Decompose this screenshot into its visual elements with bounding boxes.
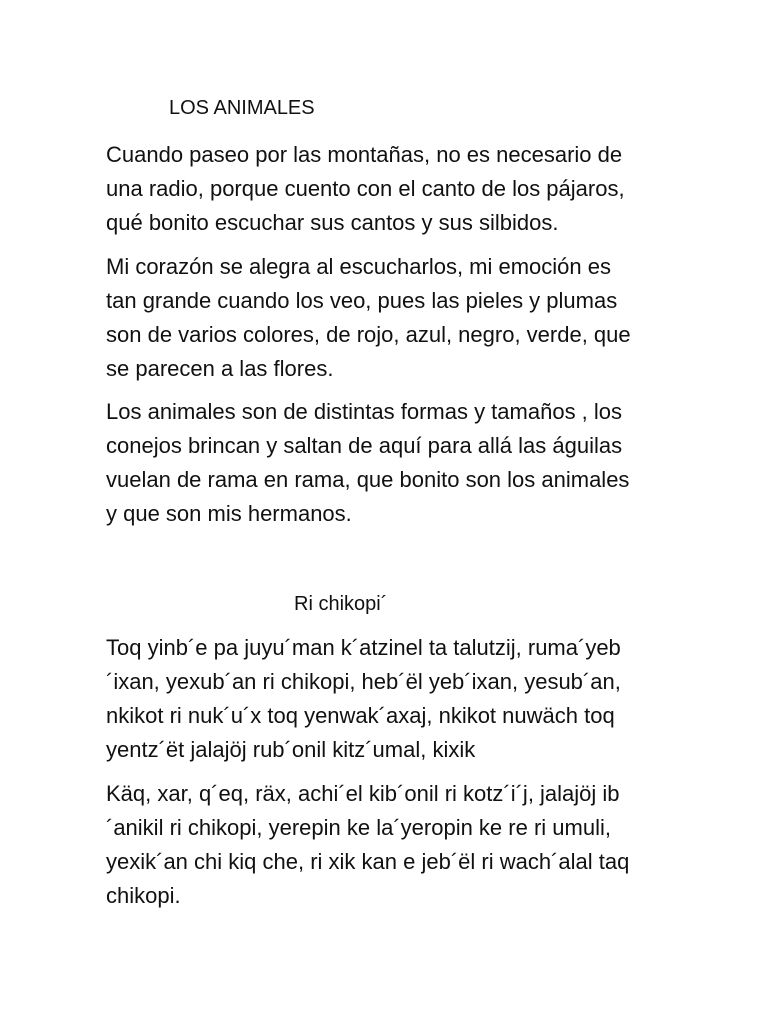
paragraph-1 [106, 138, 666, 240]
text-line: qué bonito escuchar sus cantos y sus silbidos. [106, 210, 559, 235]
paragraph-5 [106, 777, 666, 913]
text-line: yexik´an chi kiq che, ri xik kan e jeb´ël ri wach´alal taq [106, 849, 630, 874]
section-title-los-animales: LOS ANIMALES [169, 97, 315, 119]
paragraph-3 [106, 395, 666, 531]
text-line: son de varios colores, de rojo, azul, negro, verde, que [106, 322, 631, 347]
text-line: tan grande cuando los veo, pues las pieles y plumas [106, 288, 618, 313]
text-line: Toq yinb´e pa juyu´man k´atzinel ta talutzij, ruma´yeb [106, 635, 621, 660]
text-line: chikopi. [106, 883, 181, 908]
section-title-ri-chikopi: Ri chikopi´ [294, 593, 388, 615]
text-line: conejos brincan y saltan de aquí para allá las águilas [106, 433, 623, 458]
text-line: nkikot ri nuk´u´x toq yenwak´axaj, nkikot nuwäch toq [106, 703, 615, 728]
text-line: yentz´ët jalajöj rub´onil kitz´umal, kixik [106, 737, 476, 762]
paragraph-4 [106, 631, 666, 767]
text-line: ´ixan, yexub´an ri chikopi, heb´ël yeb´ixan, yesub´an, [106, 669, 621, 694]
text-line: ´anikil ri chikopi, yerepin ke la´yeropin ke re ri umuli, [106, 815, 611, 840]
text-line: una radio, porque cuento con el canto de los pájaros, [106, 176, 625, 201]
text-line: vuelan de rama en rama, que bonito son los animales [106, 467, 630, 492]
text-line: Cuando paseo por las montañas, no es necesario de [106, 142, 623, 167]
text-line: Los animales son de distintas formas y tamaños , los [106, 399, 623, 424]
paragraph-2 [106, 250, 666, 386]
text-line: Käq, xar, q´eq, räx, achi´el kib´onil ri kotz´i´j, jalajöj ib [106, 781, 620, 806]
text-line: y que son mis hermanos. [106, 501, 352, 526]
text-line: Mi corazón se alegra al escucharlos, mi emoción es [106, 254, 612, 279]
text-line: se parecen a las flores. [106, 356, 334, 381]
